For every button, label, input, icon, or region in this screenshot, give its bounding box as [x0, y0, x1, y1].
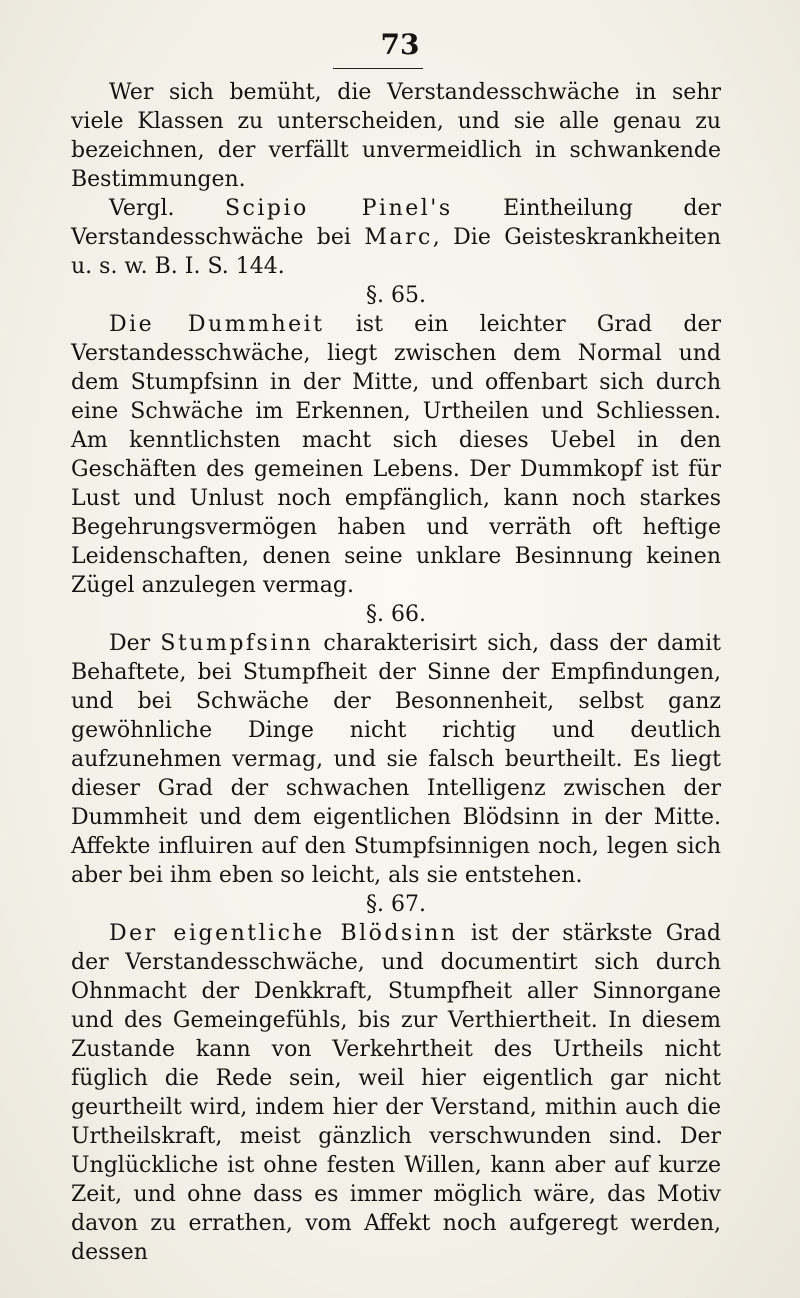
section-66-text: [71, 629, 721, 890]
reference-prefix: Vergl.: [109, 196, 225, 221]
paragraph-reference: [71, 194, 721, 281]
section-heading-65: §. 65.: [366, 283, 426, 308]
reference-suffix: , Die Geisteskrankheiten u. s. w. B. I. S. 144.: [71, 225, 721, 279]
section-heading-67: §. 67.: [366, 892, 426, 917]
header-rule: [333, 68, 423, 69]
section-66-body: charakterisirt sich, dass der damit Behaftete, bei Stumpfheit der Sinne der Empfindungen, und bei Schwäche der Besonnenheit, selbst ganz gewöhnliche Dinge nicht richtig und deutlich aufzunehmen vermag, und sie falsch beurtheilt. Es liegt dieser Grad der schwachen Intelligenz zwischen der Dummheit und dem eigentlichen Blödsinn in der Mitte. Affekte influiren auf den Stumpfsinnigen noch, legen sich aber bei ihm eben so leicht, als sie entstehen.: [71, 631, 721, 888]
section-65-body: ist ein leichter Grad der Verstandesschwäche, liegt zwischen dem Normal und dem Stumpfsinn in der Mitte, und offenbart sich durch eine Schwäche im Erkennen, Urtheilen und Schliessen. Am kenntlichsten macht sich dieses Uebel in den Geschäften des gemeinen Lebens. Der Dummkopf ist für Lust und Unlust noch empfänglich, kann noch starkes Begehrungsvermögen haben und verräth oft heftige Leidenschaften, denen seine unklare Besinnung keinen Zügel anzulegen vermag.: [71, 312, 721, 598]
section-heading-66: §. 66.: [366, 602, 426, 627]
reference-middle: Eintheilung der Verstandesschwäche bei: [71, 196, 721, 250]
page-number: 73: [380, 28, 420, 61]
term-dummheit: Die Dummheit: [109, 312, 325, 337]
section-67-text: [71, 919, 721, 1267]
term-prefix: Der: [109, 631, 161, 656]
section-65-text: [71, 310, 721, 600]
term-bloedsinn: Der eigentliche Blödsinn: [109, 921, 458, 946]
reference-author-marc: Marc: [364, 225, 433, 250]
page-body: [71, 78, 721, 1267]
reference-author: Scipio Pinel's: [224, 196, 453, 221]
term-stumpfsinn: Stumpfsinn: [160, 631, 314, 656]
section-67-body: ist der stärkste Grad der Verstandesschwäche, und documentirt sich durch Ohnmacht der Denkkraft, Stumpfheit aller Sinnorgane und des Gemeingefühls, bis zur Verthiertheit. In diesem Zustande kann von Verkehrtheit des Urtheils nicht füglich die Rede sein, weil hier eigentlich gar nicht geurtheilt wird, indem hier der Verstand, mithin auch die Urtheilskraft, meist gänzlich verschwunden sind. Der Unglückliche ist ohne festen Willen, kann aber auf kurze Zeit, und ohne dass es immer möglich wäre, das Motiv davon zu errathen, vom Affekt noch aufgeregt werden, dessen: [71, 921, 721, 1265]
paragraph-intro: Wer sich bemüht, die Verstandesschwäche in sehr viele Klassen zu unterscheiden, und sie alle genau zu bezeichnen, der verfällt unvermeidlich in schwankende Bestimmungen.: [71, 80, 721, 192]
